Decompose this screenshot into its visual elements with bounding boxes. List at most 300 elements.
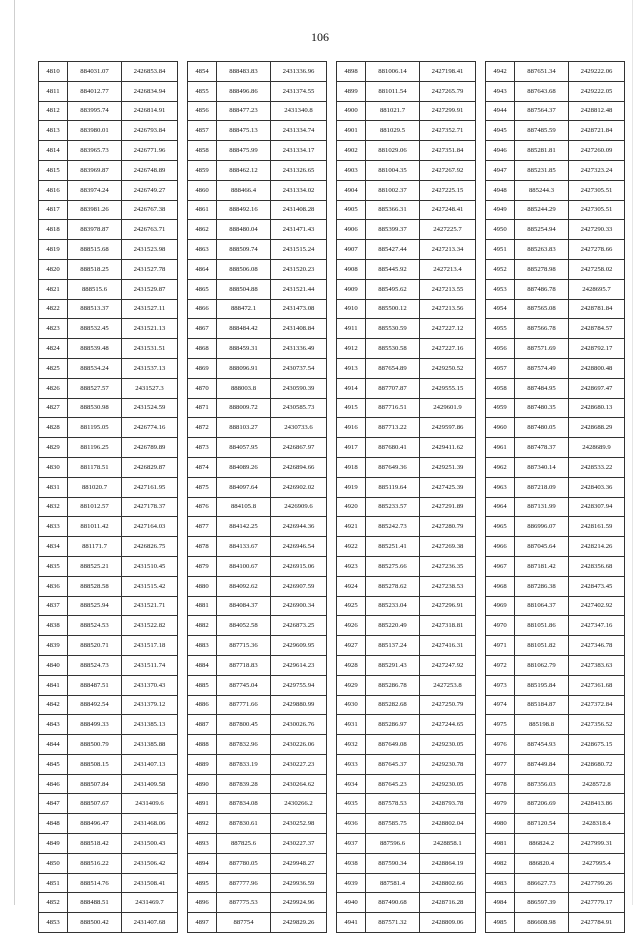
point-number-cell: 4830 xyxy=(39,457,68,477)
y-coordinate-cell: 2426771.96 xyxy=(122,141,178,161)
x-coordinate-cell: 881029.06 xyxy=(366,141,420,161)
table-row xyxy=(337,200,476,220)
point-number-cell: 4836 xyxy=(39,576,68,596)
y-coordinate-cell: 2430226.06 xyxy=(271,735,327,755)
point-number-cell: 4842 xyxy=(39,695,68,715)
point-number-cell: 4913 xyxy=(337,358,366,378)
y-coordinate-cell: 2428792.17 xyxy=(569,339,625,359)
table-row xyxy=(39,477,178,497)
x-coordinate-cell: 888525.21 xyxy=(68,556,122,576)
x-coordinate-cell: 887565.08 xyxy=(515,299,569,319)
y-coordinate-cell: 2427260.09 xyxy=(569,141,625,161)
x-coordinate-cell: 883965.73 xyxy=(68,141,122,161)
table-row xyxy=(39,695,178,715)
x-coordinate-cell: 883978.87 xyxy=(68,220,122,240)
x-coordinate-cell: 885366.31 xyxy=(366,200,420,220)
x-coordinate-cell: 887578.53 xyxy=(366,794,420,814)
point-number-cell: 4902 xyxy=(337,141,366,161)
table-row xyxy=(486,814,625,834)
x-coordinate-cell: 887181.42 xyxy=(515,556,569,576)
x-coordinate-cell: 887340.14 xyxy=(515,457,569,477)
point-number-cell: 4821 xyxy=(39,279,68,299)
table-row xyxy=(337,418,476,438)
table-row xyxy=(337,81,476,101)
point-number-cell: 4908 xyxy=(337,259,366,279)
y-coordinate-cell: 2426763.71 xyxy=(122,220,178,240)
y-coordinate-cell: 2430266.2 xyxy=(271,794,327,814)
point-number-cell: 4826 xyxy=(39,378,68,398)
y-coordinate-cell: 2427248.41 xyxy=(420,200,476,220)
table-row xyxy=(188,160,327,180)
table-row xyxy=(337,141,476,161)
x-coordinate-cell: 888507.67 xyxy=(68,794,122,814)
table-row xyxy=(39,438,178,458)
x-coordinate-cell: 881006.14 xyxy=(366,62,420,82)
point-number-cell: 4915 xyxy=(337,398,366,418)
y-coordinate-cell: 2429936.59 xyxy=(271,873,327,893)
x-coordinate-cell: 886996.07 xyxy=(515,517,569,537)
point-number-cell: 4876 xyxy=(188,497,217,517)
point-number-cell: 4904 xyxy=(337,180,366,200)
x-coordinate-cell: 887713.22 xyxy=(366,418,420,438)
x-coordinate-cell: 888530.98 xyxy=(68,398,122,418)
y-coordinate-cell: 2429230.05 xyxy=(420,735,476,755)
table-row xyxy=(486,834,625,854)
table-row xyxy=(39,358,178,378)
point-number-cell: 4952 xyxy=(486,259,515,279)
point-number-cell: 4951 xyxy=(486,240,515,260)
x-coordinate-cell: 884084.37 xyxy=(217,596,271,616)
point-number-cell: 4857 xyxy=(188,121,217,141)
y-coordinate-cell: 2429614.23 xyxy=(271,655,327,675)
point-number-cell: 4922 xyxy=(337,537,366,557)
y-coordinate-cell: 2426909.6 xyxy=(271,497,327,517)
point-number-cell: 4899 xyxy=(337,81,366,101)
x-coordinate-cell: 886627.73 xyxy=(515,873,569,893)
y-coordinate-cell: 2429230.05 xyxy=(420,774,476,794)
table-row xyxy=(486,695,625,715)
x-coordinate-cell: 887585.75 xyxy=(366,814,420,834)
x-coordinate-cell: 888518.42 xyxy=(68,834,122,854)
point-number-cell: 4958 xyxy=(486,378,515,398)
y-coordinate-cell: 2431385.13 xyxy=(122,715,178,735)
point-number-cell: 4895 xyxy=(188,873,217,893)
table-row xyxy=(188,616,327,636)
table-row xyxy=(39,754,178,774)
x-coordinate-cell: 881020.7 xyxy=(68,477,122,497)
x-coordinate-cell: 888492.16 xyxy=(217,200,271,220)
x-coordinate-cell: 883969.87 xyxy=(68,160,122,180)
table-row xyxy=(337,636,476,656)
x-coordinate-cell: 881002.37 xyxy=(366,180,420,200)
table-row xyxy=(337,735,476,755)
x-coordinate-cell: 885275.66 xyxy=(366,556,420,576)
y-coordinate-cell: 2427247.92 xyxy=(420,655,476,675)
page-number: 106 xyxy=(311,30,329,44)
point-number-cell: 4831 xyxy=(39,477,68,497)
table-row xyxy=(188,853,327,873)
table-row xyxy=(337,339,476,359)
table-row xyxy=(486,477,625,497)
y-coordinate-cell: 2431521.44 xyxy=(271,279,327,299)
coordinate-table-4 xyxy=(485,61,625,933)
x-coordinate-cell: 887574.49 xyxy=(515,358,569,378)
x-coordinate-cell: 888488.51 xyxy=(68,893,122,913)
table-row xyxy=(486,220,625,240)
table-row xyxy=(39,576,178,596)
x-coordinate-cell: 885281.81 xyxy=(515,141,569,161)
point-number-cell: 4843 xyxy=(39,715,68,735)
table-row xyxy=(188,497,327,517)
table-row xyxy=(337,695,476,715)
point-number-cell: 4880 xyxy=(188,576,217,596)
x-coordinate-cell: 888003.8 xyxy=(217,378,271,398)
table-row xyxy=(39,913,178,933)
x-coordinate-cell: 887286.38 xyxy=(515,576,569,596)
y-coordinate-cell: 2427238.53 xyxy=(420,576,476,596)
table-row xyxy=(188,438,327,458)
y-coordinate-cell: 2428533.22 xyxy=(569,457,625,477)
x-coordinate-cell: 888507.84 xyxy=(68,774,122,794)
point-number-cell: 4964 xyxy=(486,497,515,517)
point-number-cell: 4905 xyxy=(337,200,366,220)
point-number-cell: 4959 xyxy=(486,398,515,418)
y-coordinate-cell: 2427779.17 xyxy=(569,893,625,913)
table-row xyxy=(486,576,625,596)
x-coordinate-cell: 883981.26 xyxy=(68,200,122,220)
x-coordinate-cell: 885278.98 xyxy=(515,259,569,279)
y-coordinate-cell: 2426900.34 xyxy=(271,596,327,616)
point-number-cell: 4920 xyxy=(337,497,366,517)
table-row xyxy=(39,715,178,735)
y-coordinate-cell: 2431326.65 xyxy=(271,160,327,180)
point-number-cell: 4847 xyxy=(39,794,68,814)
y-coordinate-cell: 2431468.06 xyxy=(122,814,178,834)
x-coordinate-cell: 887206.69 xyxy=(515,794,569,814)
x-coordinate-cell: 888500.79 xyxy=(68,735,122,755)
point-number-cell: 4921 xyxy=(337,517,366,537)
x-coordinate-cell: 888513.37 xyxy=(68,299,122,319)
table-row xyxy=(486,339,625,359)
table-row xyxy=(188,477,327,497)
point-number-cell: 4864 xyxy=(188,259,217,279)
table-row xyxy=(486,596,625,616)
point-number-cell: 4874 xyxy=(188,457,217,477)
point-number-cell: 4954 xyxy=(486,299,515,319)
table-row xyxy=(188,596,327,616)
table-row xyxy=(188,240,327,260)
y-coordinate-cell: 2428680.13 xyxy=(569,398,625,418)
table-row xyxy=(39,814,178,834)
point-number-cell: 4929 xyxy=(337,675,366,695)
point-number-cell: 4881 xyxy=(188,596,217,616)
point-number-cell: 4919 xyxy=(337,477,366,497)
x-coordinate-cell: 888466.4 xyxy=(217,180,271,200)
point-number-cell: 4971 xyxy=(486,636,515,656)
y-coordinate-cell: 2428675.15 xyxy=(569,735,625,755)
coordinate-table-1 xyxy=(38,61,178,933)
table-row xyxy=(188,873,327,893)
x-coordinate-cell: 886608.98 xyxy=(515,913,569,933)
x-coordinate-cell: 887131.99 xyxy=(515,497,569,517)
x-coordinate-cell: 887839.28 xyxy=(217,774,271,794)
table-row xyxy=(188,754,327,774)
y-coordinate-cell: 2427178.37 xyxy=(122,497,178,517)
x-coordinate-cell: 888477.23 xyxy=(217,101,271,121)
x-coordinate-cell: 885263.83 xyxy=(515,240,569,260)
x-coordinate-cell: 888009.72 xyxy=(217,398,271,418)
point-number-cell: 4869 xyxy=(188,358,217,378)
point-number-cell: 4872 xyxy=(188,418,217,438)
point-number-cell: 4926 xyxy=(337,616,366,636)
y-coordinate-cell: 2431469.7 xyxy=(122,893,178,913)
y-coordinate-cell: 2429948.27 xyxy=(271,853,327,873)
point-number-cell: 4985 xyxy=(486,913,515,933)
x-coordinate-cell: 887780.05 xyxy=(217,853,271,873)
y-coordinate-cell: 2427290.33 xyxy=(569,220,625,240)
point-number-cell: 4858 xyxy=(188,141,217,161)
table-row xyxy=(337,715,476,735)
x-coordinate-cell: 887571.69 xyxy=(515,339,569,359)
table-row xyxy=(486,873,625,893)
point-number-cell: 4820 xyxy=(39,259,68,279)
y-coordinate-cell: 2430264.62 xyxy=(271,774,327,794)
y-coordinate-cell: 2429555.15 xyxy=(420,378,476,398)
point-number-cell: 4956 xyxy=(486,339,515,359)
table-row xyxy=(39,497,178,517)
y-coordinate-cell: 2426767.38 xyxy=(122,200,178,220)
y-coordinate-cell: 2429880.99 xyxy=(271,695,327,715)
y-coordinate-cell: 2427269.38 xyxy=(420,537,476,557)
y-coordinate-cell: 2427784.91 xyxy=(569,913,625,933)
point-number-cell: 4819 xyxy=(39,240,68,260)
x-coordinate-cell: 881021.7 xyxy=(366,101,420,121)
y-coordinate-cell: 2427383.63 xyxy=(569,655,625,675)
x-coordinate-cell: 884097.64 xyxy=(217,477,271,497)
x-coordinate-cell: 887800.45 xyxy=(217,715,271,735)
table-row xyxy=(39,279,178,299)
y-coordinate-cell: 2427995.4 xyxy=(569,853,625,873)
x-coordinate-cell: 885445.92 xyxy=(366,259,420,279)
y-coordinate-cell: 2426826.75 xyxy=(122,537,178,557)
point-number-cell: 4936 xyxy=(337,814,366,834)
table-row xyxy=(337,576,476,596)
point-number-cell: 4943 xyxy=(486,81,515,101)
table-row xyxy=(337,160,476,180)
table-row xyxy=(188,62,327,82)
table-row xyxy=(39,556,178,576)
table-row xyxy=(188,141,327,161)
point-number-cell: 4812 xyxy=(39,101,68,121)
y-coordinate-cell: 2427346.78 xyxy=(569,636,625,656)
point-number-cell: 4984 xyxy=(486,893,515,913)
point-number-cell: 4972 xyxy=(486,655,515,675)
table-row xyxy=(39,616,178,636)
y-coordinate-cell: 2429250.52 xyxy=(420,358,476,378)
table-row xyxy=(188,358,327,378)
table-row xyxy=(188,794,327,814)
point-number-cell: 4917 xyxy=(337,438,366,458)
y-coordinate-cell: 2426873.25 xyxy=(271,616,327,636)
table-row xyxy=(39,596,178,616)
point-number-cell: 4924 xyxy=(337,576,366,596)
x-coordinate-cell: 881195.05 xyxy=(68,418,122,438)
x-coordinate-cell: 884057.95 xyxy=(217,438,271,458)
x-coordinate-cell: 887045.64 xyxy=(515,537,569,557)
x-coordinate-cell: 888472.1 xyxy=(217,299,271,319)
y-coordinate-cell: 2428809.06 xyxy=(420,913,476,933)
y-coordinate-cell: 2431522.82 xyxy=(122,616,178,636)
x-coordinate-cell: 881012.57 xyxy=(68,497,122,517)
y-coordinate-cell: 2427356.52 xyxy=(569,715,625,735)
x-coordinate-cell: 887454.93 xyxy=(515,735,569,755)
y-coordinate-cell: 2431374.55 xyxy=(271,81,327,101)
y-coordinate-cell: 2428695.7 xyxy=(569,279,625,299)
y-coordinate-cell: 2430590.39 xyxy=(271,378,327,398)
point-number-cell: 4810 xyxy=(39,62,68,82)
y-coordinate-cell: 2429829.26 xyxy=(271,913,327,933)
point-number-cell: 4947 xyxy=(486,160,515,180)
x-coordinate-cell: 887777.96 xyxy=(217,873,271,893)
point-number-cell: 4925 xyxy=(337,596,366,616)
table-row xyxy=(188,457,327,477)
y-coordinate-cell: 2427244.65 xyxy=(420,715,476,735)
point-number-cell: 4866 xyxy=(188,299,217,319)
x-coordinate-cell: 885244.3 xyxy=(515,180,569,200)
point-number-cell: 4953 xyxy=(486,279,515,299)
table-row xyxy=(486,418,625,438)
point-number-cell: 4977 xyxy=(486,754,515,774)
table-row xyxy=(337,754,476,774)
y-coordinate-cell: 2431407.68 xyxy=(122,913,178,933)
table-row xyxy=(486,180,625,200)
y-coordinate-cell: 2431521.13 xyxy=(122,319,178,339)
table-row xyxy=(486,893,625,913)
x-coordinate-cell: 881051.86 xyxy=(515,616,569,636)
table-row xyxy=(486,259,625,279)
x-coordinate-cell: 888515.68 xyxy=(68,240,122,260)
y-coordinate-cell: 2426944.36 xyxy=(271,517,327,537)
y-coordinate-cell: 2427278.66 xyxy=(569,240,625,260)
y-coordinate-cell: 2428572.8 xyxy=(569,774,625,794)
x-coordinate-cell: 885399.37 xyxy=(366,220,420,240)
y-coordinate-cell: 2430733.6 xyxy=(271,418,327,438)
point-number-cell: 4957 xyxy=(486,358,515,378)
point-number-cell: 4841 xyxy=(39,675,68,695)
point-number-cell: 4907 xyxy=(337,240,366,260)
table-row xyxy=(486,913,625,933)
point-number-cell: 4965 xyxy=(486,517,515,537)
y-coordinate-cell: 2426902.02 xyxy=(271,477,327,497)
table-row xyxy=(486,517,625,537)
table-row xyxy=(39,675,178,695)
y-coordinate-cell: 2427164.03 xyxy=(122,517,178,537)
y-coordinate-cell: 2426814.91 xyxy=(122,101,178,121)
table-row xyxy=(188,556,327,576)
y-coordinate-cell: 2431510.45 xyxy=(122,556,178,576)
point-number-cell: 4868 xyxy=(188,339,217,359)
x-coordinate-cell: 887581.4 xyxy=(366,873,420,893)
point-number-cell: 4865 xyxy=(188,279,217,299)
x-coordinate-cell: 888518.25 xyxy=(68,259,122,279)
table-row xyxy=(39,457,178,477)
x-coordinate-cell: 885286.97 xyxy=(366,715,420,735)
y-coordinate-cell: 2429601.9 xyxy=(420,398,476,418)
y-coordinate-cell: 2431529.87 xyxy=(122,279,178,299)
x-coordinate-cell: 885278.62 xyxy=(366,576,420,596)
point-number-cell: 4890 xyxy=(188,774,217,794)
y-coordinate-cell: 2428356.68 xyxy=(569,556,625,576)
x-coordinate-cell: 888527.57 xyxy=(68,378,122,398)
table-row xyxy=(337,259,476,279)
point-number-cell: 4914 xyxy=(337,378,366,398)
y-coordinate-cell: 2428858.1 xyxy=(420,834,476,854)
table-row xyxy=(39,160,178,180)
y-coordinate-cell: 2431340.8 xyxy=(271,101,327,121)
table-row xyxy=(337,655,476,675)
point-number-cell: 4942 xyxy=(486,62,515,82)
point-number-cell: 4910 xyxy=(337,299,366,319)
point-number-cell: 4948 xyxy=(486,180,515,200)
x-coordinate-cell: 884142.25 xyxy=(217,517,271,537)
point-number-cell: 4978 xyxy=(486,774,515,794)
point-number-cell: 4813 xyxy=(39,121,68,141)
table-row xyxy=(188,279,327,299)
table-row xyxy=(337,378,476,398)
table-row xyxy=(39,774,178,794)
y-coordinate-cell: 2428781.84 xyxy=(569,299,625,319)
x-coordinate-cell: 881051.82 xyxy=(515,636,569,656)
table-row xyxy=(337,121,476,141)
x-coordinate-cell: 887707.87 xyxy=(366,378,420,398)
point-number-cell: 4844 xyxy=(39,735,68,755)
table-row xyxy=(337,62,476,82)
table-row xyxy=(337,616,476,636)
y-coordinate-cell: 2426894.66 xyxy=(271,457,327,477)
point-number-cell: 4879 xyxy=(188,556,217,576)
y-coordinate-cell: 2431521.71 xyxy=(122,596,178,616)
point-number-cell: 4860 xyxy=(188,180,217,200)
y-coordinate-cell: 2428689.9 xyxy=(569,438,625,458)
table-row xyxy=(39,121,178,141)
point-number-cell: 4818 xyxy=(39,220,68,240)
y-coordinate-cell: 2427372.84 xyxy=(569,695,625,715)
x-coordinate-cell: 887775.53 xyxy=(217,893,271,913)
x-coordinate-cell: 885233.04 xyxy=(366,596,420,616)
x-coordinate-cell: 888496.86 xyxy=(217,81,271,101)
table-row xyxy=(188,319,327,339)
point-number-cell: 4918 xyxy=(337,457,366,477)
point-number-cell: 4873 xyxy=(188,438,217,458)
table-row xyxy=(486,378,625,398)
point-number-cell: 4853 xyxy=(39,913,68,933)
x-coordinate-cell: 887654.89 xyxy=(366,358,420,378)
y-coordinate-cell: 2431473.08 xyxy=(271,299,327,319)
point-number-cell: 4863 xyxy=(188,240,217,260)
y-coordinate-cell: 2427318.81 xyxy=(420,616,476,636)
coordinate-table-2 xyxy=(187,61,327,933)
point-number-cell: 4886 xyxy=(188,695,217,715)
table-row xyxy=(39,319,178,339)
y-coordinate-cell: 2427213.4 xyxy=(420,259,476,279)
x-coordinate-cell: 881171.7 xyxy=(68,537,122,557)
point-number-cell: 4882 xyxy=(188,616,217,636)
point-number-cell: 4823 xyxy=(39,319,68,339)
table-row xyxy=(188,636,327,656)
y-coordinate-cell: 2430585.73 xyxy=(271,398,327,418)
y-coordinate-cell: 2428784.57 xyxy=(569,319,625,339)
table-row xyxy=(39,259,178,279)
